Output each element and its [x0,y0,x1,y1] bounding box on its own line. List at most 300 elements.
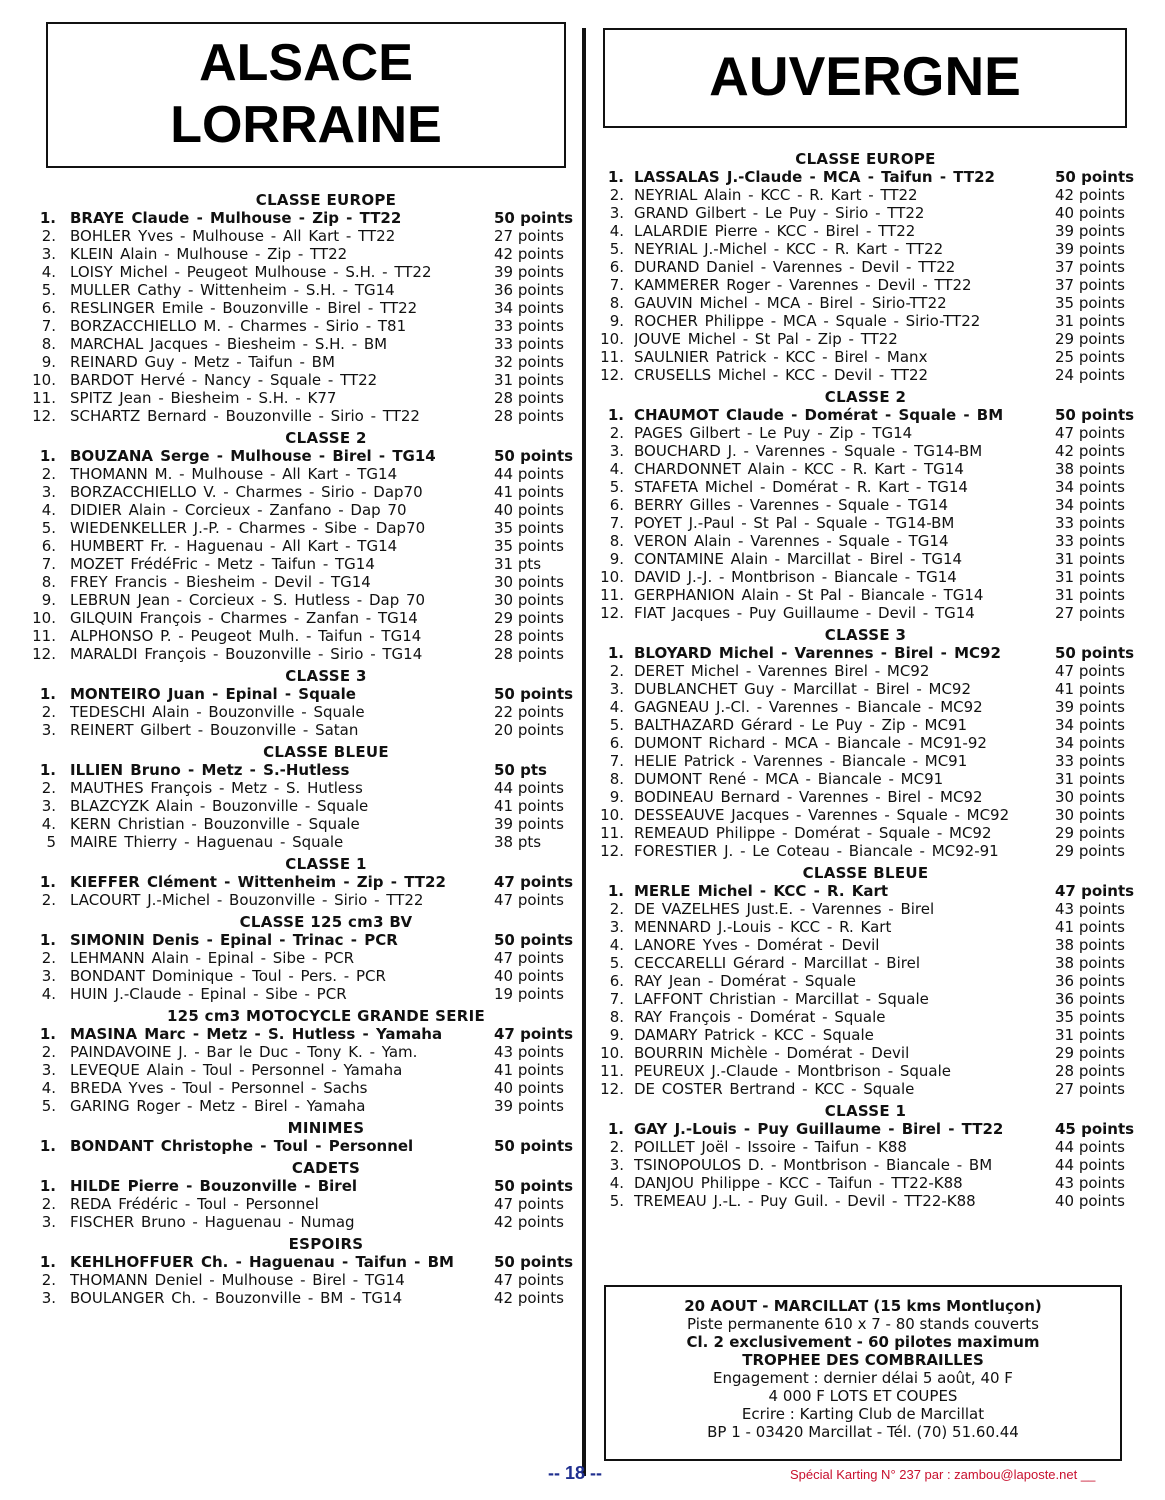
result-driver: MULLER Cathy - Wittenheim - S.H. - TG14 [70,281,395,299]
result-points: 47 points [494,1025,574,1043]
result-row [598,1044,1133,1062]
result-points: 47 points [494,1195,564,1213]
result-rank: 2. [41,227,56,245]
results-section [30,667,572,739]
result-rank: 3. [41,721,56,739]
result-rank: 4. [609,698,624,716]
result-row [598,1062,1133,1080]
result-points: 50 points [494,447,574,465]
result-row [598,424,1133,442]
result-row [598,806,1133,824]
result-row [30,407,572,425]
results-section [30,743,572,851]
result-row [598,680,1133,698]
result-rank: 7. [41,317,56,335]
results-section [598,864,1133,1098]
result-driver: REDA Frédéric - Toul - Personnel [70,1195,319,1213]
result-driver: BOULANGER Ch. - Bouzonville - BM - TG14 [70,1289,403,1307]
result-rank: 3. [41,483,56,501]
result-driver: KIEFFER Clément - Wittenheim - Zip - TT22 [70,873,446,891]
result-row [598,1080,1133,1098]
result-rank: 10. [600,806,624,824]
result-points: 31 points [1055,770,1125,788]
result-driver: MONTEIRO Juan - Epinal - Squale [70,685,356,703]
results-section [598,388,1133,622]
result-row [598,204,1133,222]
result-driver: MARCHAL Jacques - Biesheim - S.H. - BM [70,335,388,353]
result-points: 40 points [494,501,564,519]
result-driver: BLAZCYZK Alain - Bouzonville - Squale [70,797,369,815]
result-row [598,752,1133,770]
result-driver: KEHLHOFFUER Ch. - Haguenau - Taifun - BM [70,1253,454,1271]
result-points: 40 points [494,967,564,985]
result-driver: BREDA Yves - Toul - Personnel - Sachs [70,1079,368,1097]
result-driver: DESSEAUVE Jacques - Varennes - Squale - MC92 [634,806,1010,824]
result-rank: 1. [39,209,56,227]
result-row [598,312,1133,330]
result-points: 20 points [494,721,564,739]
result-points: 38 pts [494,833,542,851]
results-sections [30,191,572,1307]
result-points: 31 points [1055,568,1125,586]
result-row [598,568,1133,586]
result-points: 30 points [1055,806,1125,824]
result-driver: REMEAUD Philippe - Domérat - Squale - MC92 [634,824,992,842]
result-rank: 10. [32,609,56,627]
result-points: 43 points [494,1043,564,1061]
result-driver: DUMONT Richard - MCA - Biancale - MC91-92 [634,734,987,752]
result-row [598,1156,1133,1174]
result-row [598,770,1133,788]
results-sections [598,150,1133,1210]
result-rank: 11. [600,586,624,604]
result-row [30,891,572,909]
alsace-lorraine-column [30,22,572,1311]
result-driver: MARALDI François - Bouzonville - Sirio - TG14 [70,645,423,663]
result-row [30,335,572,353]
result-points: 30 points [494,573,564,591]
result-driver: REINERT Gilbert - Bouzonville - Satan [70,721,359,739]
results-section [30,855,572,909]
result-rank: 1. [39,1025,56,1043]
result-driver: LEVEQUE Alain - Toul - Personnel - Yamaha [70,1061,403,1079]
results-section [30,913,572,1003]
region-title-line1: ALSACE [199,34,413,92]
result-driver: BOUZANA Serge - Mulhouse - Birel - TG14 [70,447,436,465]
result-points: 30 points [1055,788,1125,806]
result-points: 27 points [1055,604,1125,622]
result-rank: 10. [600,1044,624,1062]
result-row [598,294,1133,312]
result-row [30,645,572,663]
result-rank: 11. [600,824,624,842]
result-driver: PEUREUX J.-Claude - Montbrison - Squale [634,1062,952,1080]
result-points: 31 points [1055,586,1125,604]
results-section [30,1007,572,1115]
result-row [598,882,1133,900]
result-driver: BONDANT Christophe - Toul - Personnel [70,1137,414,1155]
result-points: 47 points [1055,424,1125,442]
result-rank: 7. [609,276,624,294]
result-driver: TEDESCHI Alain - Bouzonville - Squale [70,703,365,721]
result-points: 42 points [1055,186,1125,204]
result-points: 39 points [494,263,564,281]
result-driver: KLEIN Alain - Mulhouse - Zip - TT22 [70,245,348,263]
result-driver: ROCHER Philippe - MCA - Squale - Sirio-TT22 [634,312,981,330]
result-driver: THOMANN M. - Mulhouse - All Kart - TG14 [70,465,398,483]
result-rank: 6. [41,299,56,317]
result-rank: 4. [41,1079,56,1097]
result-points: 29 points [494,609,564,627]
result-points: 42 points [494,245,564,263]
result-driver: TSINOPOULOS D. - Montbrison - Biancale - BM [634,1156,993,1174]
result-driver: NEYRIAL Alain - KCC - R. Kart - TT22 [634,186,918,204]
result-rank: 1. [607,882,624,900]
result-rank: 12. [600,1080,624,1098]
result-points: 30 points [494,591,564,609]
result-rank: 8. [609,1008,624,1026]
result-rank: 12. [32,407,56,425]
result-rank: 1. [39,761,56,779]
result-points: 35 points [494,519,564,537]
result-driver: MAUTHES François - Metz - S. Hutless [70,779,363,797]
section-title: CLASSE BLEUE [263,743,389,761]
result-rank: 2. [41,949,56,967]
result-points: 24 points [1055,366,1125,384]
result-points: 33 points [494,317,564,335]
result-driver: GAGNEAU J.-Cl. - Varennes - Biancale - MC92 [634,698,983,716]
result-rank: 5. [609,954,624,972]
result-points: 39 points [1055,240,1125,258]
result-row [598,1008,1133,1026]
result-row [30,1137,572,1155]
result-row [598,240,1133,258]
result-rank: 8. [609,532,624,550]
result-row [598,644,1133,662]
result-row [30,1043,572,1061]
result-driver: GAUVIN Michel - MCA - Birel - Sirio-TT22 [634,294,947,312]
result-row [30,609,572,627]
result-rank: 3. [41,1213,56,1231]
result-rank: 3. [41,797,56,815]
result-points: 40 points [1055,204,1125,222]
result-row [30,685,572,703]
result-rank: 4. [41,263,56,281]
section-title: CLASSE 3 [285,667,367,685]
result-row [598,990,1133,1008]
result-rank: 12. [32,645,56,663]
result-rank: 3. [609,680,624,698]
result-row [598,842,1133,860]
result-points: 38 points [1055,460,1125,478]
section-title: CLASSE 2 [824,388,907,406]
result-points: 40 points [494,1079,564,1097]
result-points: 44 points [494,779,564,797]
result-driver: FORESTIER J. - Le Coteau - Biancale - MC92-91 [634,842,999,860]
result-rank: 5. [41,1097,56,1115]
result-driver: CHARDONNET Alain - KCC - R. Kart - TG14 [634,460,964,478]
result-points: 42 points [1055,442,1125,460]
result-rank: 5. [609,1192,624,1210]
result-driver: BALTHAZARD Gérard - Le Puy - Zip - MC91 [634,716,968,734]
result-rank: 4. [41,815,56,833]
result-row [598,532,1133,550]
result-row [30,985,572,1003]
result-driver: JOUVE Michel - St Pal - Zip - TT22 [634,330,898,348]
result-driver: BOUCHARD J. - Varennes - Squale - TG14-BM [634,442,983,460]
result-row [30,389,572,407]
result-rank: 12. [600,366,624,384]
result-row [30,967,572,985]
result-rank: 2. [41,1043,56,1061]
result-driver: MASINA Marc - Metz - S. Hutless - Yamaha [70,1025,443,1043]
result-driver: BORZACCHIELLO V. - Charmes - Sirio - Dap70 [70,483,423,501]
result-rank: 1. [39,1253,56,1271]
result-rank: 6. [609,258,624,276]
result-points: 47 points [494,949,564,967]
announcement-line: Piste permanente 610 x 7 - 80 stands couverts [687,1315,1039,1333]
result-points: 47 points [1055,662,1125,680]
result-points: 42 points [494,1289,564,1307]
region-title-alsace-lorraine [46,22,566,168]
result-driver: BARDOT Hervé - Nancy - Squale - TT22 [70,371,378,389]
result-rank: 6. [609,734,624,752]
result-driver: BONDANT Dominique - Toul - Pers. - PCR [70,967,386,985]
result-row [30,299,572,317]
result-points: 33 points [1055,532,1125,550]
announcement-line: Cl. 2 exclusivement - 60 pilotes maximum [686,1333,1040,1351]
event-announcement [604,1285,1122,1461]
result-points: 41 points [1055,680,1125,698]
result-points: 37 points [1055,276,1125,294]
result-points: 22 points [494,703,564,721]
result-points: 41 points [1055,918,1125,936]
result-row [30,537,572,555]
result-rank: 2. [41,703,56,721]
result-points: 31 points [1055,1026,1125,1044]
result-row [598,330,1133,348]
result-driver: BLOYARD Michel - Varennes - Birel - MC92 [634,644,1001,662]
result-driver: SIMONIN Denis - Epinal - Trinac - PCR [70,931,398,949]
result-points: 29 points [1055,1044,1125,1062]
result-driver: LEHMANN Alain - Epinal - Sibe - PCR [70,949,355,967]
results-section [30,429,572,663]
result-driver: STAFETA Michel - Domérat - R. Kart - TG14 [634,478,968,496]
result-row [30,227,572,245]
result-row [30,779,572,797]
result-row [30,573,572,591]
result-row [30,353,572,371]
result-row [598,1138,1133,1156]
announcement-line: 4 000 F LOTS ET COUPES [768,1387,958,1405]
result-points: 34 points [1055,716,1125,734]
result-rank: 2. [41,779,56,797]
result-row [598,900,1133,918]
result-points: 27 points [494,227,564,245]
announcement-line: TROPHEE DES COMBRAILLES [742,1351,984,1369]
result-points: 50 points [1055,168,1135,186]
result-points: 31 points [1055,312,1125,330]
result-points: 47 points [1055,882,1135,900]
result-points: 28 points [494,407,564,425]
result-driver: THOMANN Deniel - Mulhouse - Birel - TG14 [70,1271,405,1289]
result-row [598,222,1133,240]
result-rank: 9. [41,591,56,609]
result-rank: 3. [41,1061,56,1079]
result-rank: 5. [609,478,624,496]
result-points: 41 points [494,797,564,815]
result-points: 38 points [1055,936,1125,954]
result-rank: 2. [609,662,624,680]
result-driver: RESLINGER Emile - Bouzonville - Birel - TT22 [70,299,418,317]
result-rank: 9. [609,312,624,330]
result-driver: LALARDIE Pierre - KCC - Birel - TT22 [634,222,916,240]
result-points: 41 points [494,483,564,501]
result-driver: RAY Jean - Domérat - Squale [634,972,857,990]
section-title: 125 cm3 MOTOCYCLE GRANDE SERIE [166,1007,486,1025]
section-title: CLASSE 1 [285,855,367,873]
result-rank: 7. [41,555,56,573]
results-section [30,191,572,425]
section-title: CLASSE 3 [824,626,907,644]
result-rank: 1. [39,931,56,949]
result-points: 29 points [1055,842,1125,860]
result-row [598,258,1133,276]
result-rank: 4. [609,222,624,240]
result-points: 35 points [1055,294,1125,312]
result-rank: 3. [41,245,56,263]
section-title: CADETS [291,1159,361,1177]
result-driver: FIAT Jacques - Puy Guillaume - Devil - TG14 [634,604,975,622]
result-row [30,721,572,739]
result-driver: MOZET FrédéFric - Metz - Taifun - TG14 [70,555,375,573]
result-rank: 6. [41,537,56,555]
result-row [30,519,572,537]
result-driver: DE VAZELHES Just.E. - Varennes - Birel [634,900,935,918]
result-points: 43 points [1055,900,1125,918]
results-section [598,150,1133,384]
result-points: 44 points [494,465,564,483]
section-title: CLASSE BLEUE [802,864,929,882]
result-driver: PAINDAVOINE J. - Bar le Duc - Tony K. - Yam. [70,1043,418,1061]
result-rank: 8. [609,770,624,788]
result-rank: 9. [41,353,56,371]
result-driver: DAMARY Patrick - KCC - Squale [634,1026,874,1044]
result-driver: POILLET Joël - Issoire - Taifun - K88 [634,1138,907,1156]
result-driver: BERRY Gilles - Varennes - Squale - TG14 [634,496,949,514]
result-rank: 3. [41,1289,56,1307]
section-title: ESPOIRS [288,1235,364,1253]
result-points: 28 points [1055,1062,1125,1080]
section-title: CLASSE EUROPE [795,150,936,168]
result-rank: 12. [600,604,624,622]
result-rank: 1. [607,406,624,424]
result-row [598,954,1133,972]
result-points: 50 points [494,1177,574,1195]
result-points: 42 points [494,1213,564,1231]
result-points: 50 points [494,931,574,949]
region-title-auvergne: AUVERGNE [603,28,1127,128]
result-points: 39 points [1055,222,1125,240]
result-driver: CRUSELLS Michel - KCC - Devil - TT22 [634,366,929,384]
result-rank: 4. [609,1174,624,1192]
result-driver: VERON Alain - Varennes - Squale - TG14 [634,532,949,550]
result-rank: 11. [32,389,56,407]
result-points: 50 points [494,1253,574,1271]
result-rank: 8. [41,335,56,353]
result-driver: SPITZ Jean - Biesheim - S.H. - K77 [70,389,337,407]
result-driver: BORZACCHIELLO M. - Charmes - Sirio - T81 [70,317,407,335]
result-row [30,1213,572,1231]
result-rank: 4. [41,985,56,1003]
result-driver: GILQUIN François - Charmes - Zanfan - TG14 [70,609,418,627]
result-row [30,815,572,833]
result-row [598,550,1133,568]
result-driver: FISCHER Bruno - Haguenau - Numag [70,1213,355,1231]
result-driver: GAY J.-Louis - Puy Guillaume - Birel - TT22 [634,1120,1004,1138]
result-rank: 5. [609,240,624,258]
result-rank: 7. [609,752,624,770]
result-driver: SAULNIER Patrick - KCC - Birel - Manx [634,348,928,366]
result-points: 50 points [494,209,574,227]
result-points: 43 points [1055,1174,1125,1192]
result-driver: HUMBERT Fr. - Haguenau - All Kart - TG14 [70,537,398,555]
result-row [598,478,1133,496]
result-points: 41 points [494,1061,564,1079]
result-rank: 5 [46,833,56,851]
result-row [598,936,1133,954]
result-rank: 2. [609,1138,624,1156]
result-points: 31 points [1055,550,1125,568]
result-driver: CECCARELLI Gérard - Marcillat - Birel [634,954,920,972]
result-row [598,734,1133,752]
column-divider [582,28,586,1476]
result-rank: 9. [609,550,624,568]
result-rank: 11. [600,348,624,366]
result-driver: BOURRIN Michèle - Domérat - Devil [634,1044,910,1062]
result-row [598,496,1133,514]
result-points: 29 points [1055,824,1125,842]
result-rank: 2. [609,186,624,204]
result-points: 32 points [494,353,564,371]
region-title-line2: LORRAINE [170,96,442,154]
result-row [30,1177,572,1195]
result-row [30,949,572,967]
result-driver: BRAYE Claude - Mulhouse - Zip - TT22 [70,209,402,227]
announcement-line: Ecrire : Karting Club de Marcillat [741,1405,985,1423]
result-driver: LACOURT J.-Michel - Bouzonville - Sirio - TT22 [70,891,424,909]
result-driver: HUIN J.-Claude - Epinal - Sibe - PCR [70,985,347,1003]
result-row [598,586,1133,604]
result-rank: 1. [607,1120,624,1138]
result-driver: LAFFONT Christian - Marcillat - Squale [634,990,929,1008]
result-rank: 3. [609,442,624,460]
result-driver: NEYRIAL J.-Michel - KCC - R. Kart - TT22 [634,240,944,258]
result-row [30,281,572,299]
result-driver: LASSALAS J.-Claude - MCA - Taifun - TT22 [634,168,995,186]
results-section [30,1119,572,1155]
section-title: CLASSE 2 [285,429,367,447]
result-rank: 2. [609,900,624,918]
result-row [30,591,572,609]
result-row [30,317,572,335]
result-points: 50 points [1055,644,1135,662]
result-points: 38 points [1055,954,1125,972]
result-driver: GERPHANION Alain - St Pal - Biancale - TG14 [634,586,984,604]
result-points: 27 points [1055,1080,1125,1098]
result-row [598,1192,1133,1210]
result-rank: 1. [607,168,624,186]
